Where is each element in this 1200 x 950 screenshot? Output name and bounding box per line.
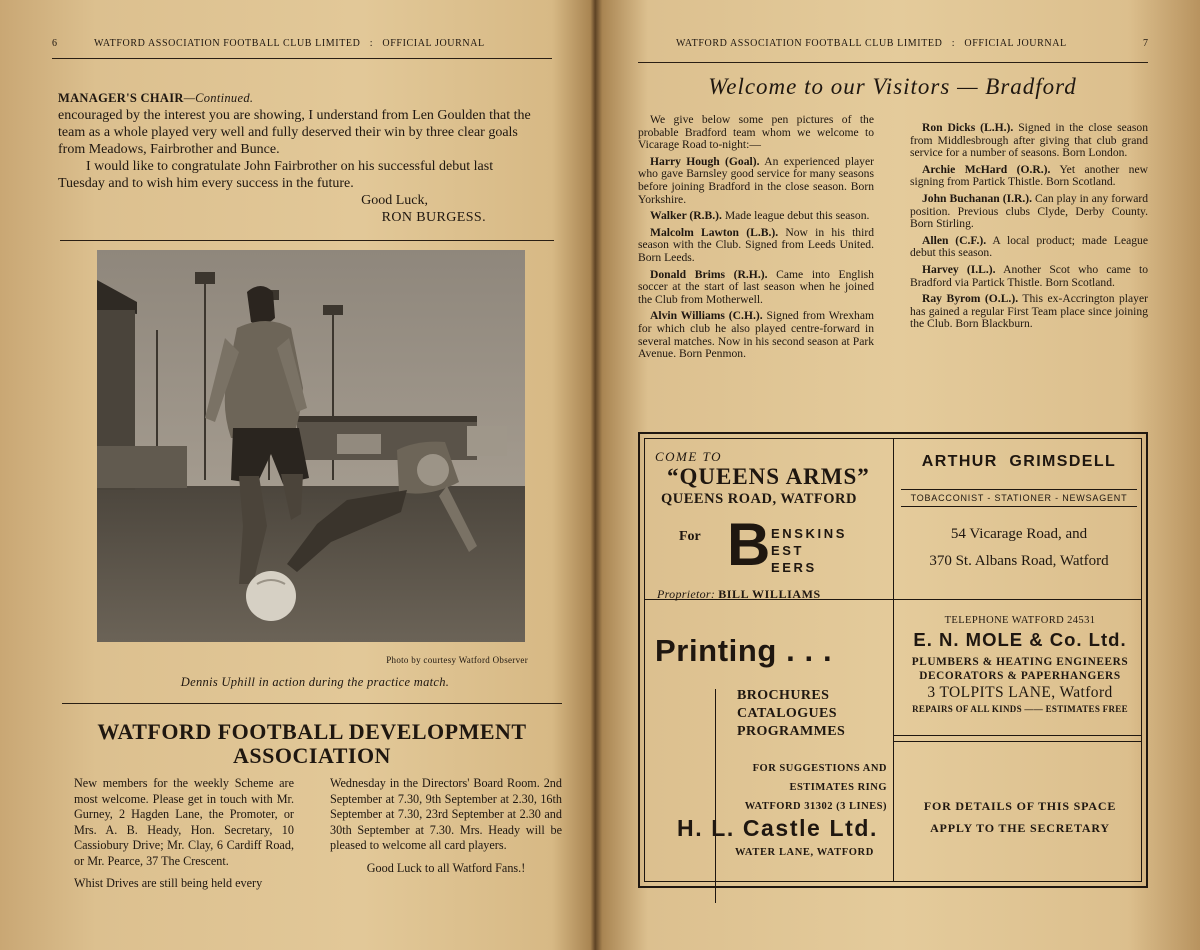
pub-address: QUEENS ROAD, WATFORD	[661, 491, 857, 507]
player-entry	[910, 235, 1148, 260]
player-name: Malcolm Lawton (L.B.).	[650, 225, 779, 239]
player-text: A local product; made League debut this season.	[910, 233, 1148, 260]
article-heading	[58, 90, 538, 107]
printer-address: WATER LANE, WATFORD	[735, 847, 874, 858]
journal-header: WATFORD ASSOCIATION FOOTBALL CLUB LIMITED : OFFICIAL JOURNAL	[94, 38, 485, 49]
printing-items	[737, 687, 887, 741]
queens-arms-ad	[655, 449, 891, 601]
player-name: Harvey (I.L.).	[922, 262, 996, 276]
player-name: Ron Dicks (L.H.).	[922, 121, 1014, 134]
signature: RON BURGESS.	[381, 210, 486, 225]
article-paragraph: I would like to congratulate John Fairbrother on his successful debut last Tuesday and to wish him every success in the future.	[58, 159, 494, 191]
printing-item: PROGRAMMES	[737, 724, 846, 739]
player-entry	[910, 164, 1148, 189]
player-name: Archie McHard (O.R.).	[922, 162, 1051, 176]
managers-chair-article	[58, 90, 538, 226]
player-name: Ray Byrom (O.L.).	[922, 292, 1019, 306]
player-name: Harry Hough (Goal).	[650, 154, 760, 168]
printing-item: CATALOGUES	[737, 706, 837, 721]
ad-divider	[893, 439, 894, 881]
photo-caption: Dennis Uphill in action during the practice match.	[180, 675, 450, 689]
space-line: FOR DETAILS OF THIS SPACE	[923, 799, 1117, 813]
player-text: An experienced player who gave Barnsley good service for many seasons before joining Bradford in the close season. Born Yorkshire.	[638, 154, 874, 206]
heading-continued: —Continued.	[183, 91, 254, 105]
player-text: Made league debut this season.	[724, 209, 870, 223]
player-name: Allen (C.F.).	[922, 233, 987, 247]
association-text: New members for the weekly Scheme are most welcome. Please get in touch with Mr. Gurney, 2 Hagden Lane, the Promoter, or Mrs. A. B. Heady, Hon. Secretary, 10 Cassiobury Drive; Mr. Clay, 6 Cardiff Road, or Mr. Pearce, 37 The Crescent.	[74, 776, 294, 868]
ring-line: WATFORD 31302 (3 LINES)	[744, 801, 887, 812]
player-text: Another Scot who came to Bradford via Partick Thistle. Born Scotland.	[910, 262, 1149, 289]
beer-line: EERS	[771, 560, 817, 575]
grimsdell-ad	[901, 453, 1137, 575]
journal-header: WATFORD ASSOCIATION FOOTBALL CLUB LIMITED : OFFICIAL JOURNAL	[676, 38, 1067, 49]
player-name: Alvin Williams (C.H.).	[650, 309, 763, 323]
ring-for-estimates	[727, 759, 887, 816]
player-text: This ex-Accrington player has gained a regular First Team place since joining the Club. Born Blackburn.	[910, 292, 1148, 331]
intro-text: We give below some pen pictures of the probable Bradford team whom we welcome to Vicarage Road to-night:—	[638, 113, 874, 152]
player-entry	[910, 193, 1148, 231]
player-entry	[910, 264, 1148, 289]
player-entry	[638, 210, 874, 223]
mole-address: 3 TOLPITS LANE, Watford	[927, 684, 1113, 701]
beer-line: ENSKINS	[771, 526, 847, 541]
advertisement-block	[638, 432, 1148, 888]
printing-item: BROCHURES	[737, 688, 830, 703]
player-entry	[638, 269, 874, 307]
development-association-title: WATFORD FOOTBALL DEVELOPMENT ASSOCIATION	[97, 719, 527, 768]
player-text: Came into English soccer at the start of last season when he joined the Club from Motherwell.	[638, 267, 874, 306]
player-text: Signed in the close season from Middlesbrough after giving that club grand service for a number of seasons. Born London.	[910, 121, 1148, 160]
ad-divider	[893, 741, 1141, 742]
pen-pictures-column-1	[638, 114, 874, 365]
shop-trade: TOBACCONIST - STATIONER - NEWSAGENT	[901, 489, 1137, 507]
mole-trade: DECORATORS & PAPERHANGERS	[919, 670, 1121, 682]
page-number: 7	[1143, 38, 1149, 49]
mole-ad	[897, 615, 1143, 714]
ring-line: FOR SUGGESTIONS AND	[752, 763, 887, 774]
section-rule	[60, 240, 554, 241]
ad-divider	[715, 689, 716, 903]
proprietor-name: BILL WILLIAMS	[718, 587, 821, 601]
space-for-hire-ad	[897, 795, 1143, 839]
castle-printing-ad	[655, 633, 891, 858]
for-text: For	[679, 529, 701, 544]
article-paragraph: encouraged by the interest you are showing, I understand from Len Goulden that the team as a whole played very well and fully deserved their win by three clear goals from Meadows, Fairbrother and Bunce.	[58, 108, 531, 157]
association-text: Good Luck to all Watford Fans.!	[366, 860, 526, 875]
printer-company: H. L. Castle Ltd.	[677, 815, 878, 841]
mole-company: E. N. MOLE & Co. Ltd.	[913, 629, 1127, 650]
player-text: Now in his third season with the Club. Signed from Leeds United. Born Leeds.	[638, 225, 874, 264]
pub-name: “QUEENS ARMS”	[667, 464, 870, 489]
welcome-title: Welcome to our Visitors — Bradford	[708, 74, 1077, 99]
photo-credit: Photo by courtesy Watford Observer	[386, 655, 528, 665]
mole-trade: PLUMBERS & HEATING ENGINEERS	[911, 656, 1129, 668]
player-name: Donald Brims (R.H.).	[650, 267, 768, 281]
address-line: 370 St. Albans Road, Watford	[929, 553, 1109, 569]
player-entry	[638, 227, 874, 265]
player-entry	[638, 156, 874, 206]
pen-pictures-column-2	[910, 122, 1148, 335]
player-text: Can play in any forward position. Previous clubs Clyde, Derby County. Born Stirling.	[910, 191, 1148, 231]
benskins-best-beers	[771, 525, 847, 576]
space-line: APPLY TO THE SECRETARY	[930, 821, 1110, 835]
mole-telephone: TELEPHONE WATFORD 24531	[944, 615, 1096, 626]
ring-line: ESTIMATES RING	[789, 782, 887, 793]
mole-repairs: REPAIRS OF ALL KINDS —— ESTIMATES FREE	[912, 704, 1128, 714]
association-column-1	[74, 776, 294, 892]
association-text: Wednesday in the Directors' Board Room. 2nd September at 7.30, 9th September at 2.30, 16th September at 7.30, 23rd September at 2.30 and 30th September at 7.30. Mrs. Heady will be pleased to welcome all card players.	[330, 776, 562, 852]
running-head-right	[676, 38, 1156, 49]
shop-name: ARTHUR GRIMSDELL	[921, 453, 1117, 470]
heading-text: MANAGER'S CHAIR	[58, 91, 184, 105]
association-text: Whist Drives are still being held every	[74, 876, 263, 890]
page-number: 6	[52, 38, 58, 49]
ad-divider	[893, 735, 1141, 736]
association-column-2	[330, 776, 562, 876]
player-text: Yet another new signing from Partick Thistle. Born Scotland.	[910, 162, 1148, 189]
player-name: Walker (R.B.).	[650, 209, 722, 223]
player-entry	[910, 122, 1148, 160]
player-entry	[638, 310, 874, 360]
header-rule	[638, 62, 1148, 63]
ad-inner-frame	[644, 438, 1142, 882]
player-name: John Buchanan (I.R.).	[922, 191, 1033, 205]
address-line: 54 Vicarage Road, and	[950, 526, 1088, 542]
come-to-text: COME TO	[655, 449, 722, 464]
proprietor-label: Proprietor:	[657, 587, 716, 601]
big-b-letter: B	[727, 511, 771, 578]
proprietor-line	[657, 587, 821, 602]
match-photo	[97, 250, 525, 642]
beer-line: EST	[771, 543, 805, 558]
shop-address	[901, 521, 1137, 575]
header-rule	[52, 58, 552, 59]
left-page	[0, 0, 592, 950]
player-entry	[910, 293, 1148, 331]
signoff: Good Luck,	[361, 193, 428, 208]
printing-headline: Printing . . .	[655, 633, 833, 668]
section-rule	[62, 703, 562, 704]
player-text: Signed from Wrexham for which club he also played centre-forward in several matches. Now in his second season at Park Avenue. Born Penmon.	[638, 309, 874, 361]
